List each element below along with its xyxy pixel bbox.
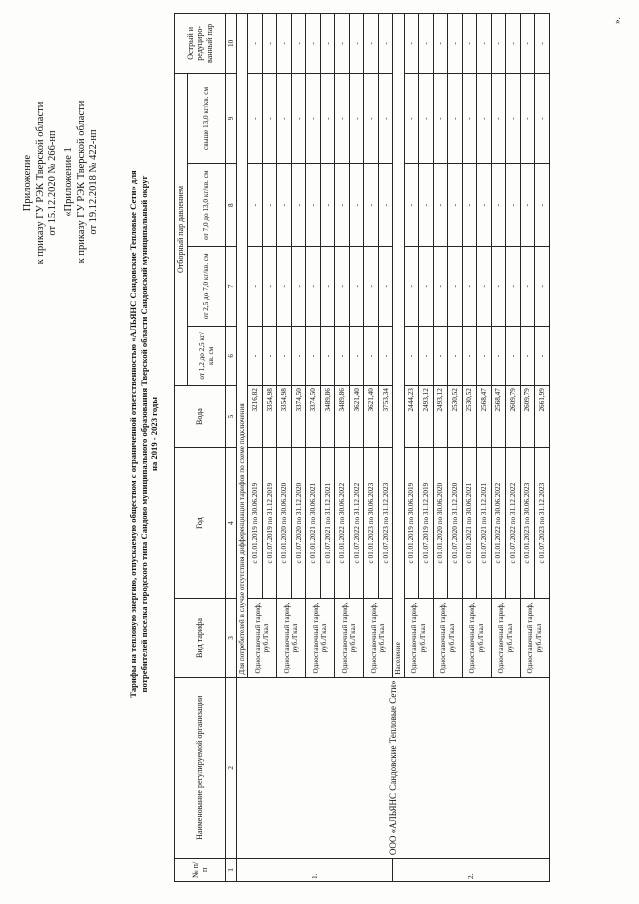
original-line-1: «Приложение 1	[63, 147, 74, 217]
column-number: 7	[226, 247, 237, 327]
empty-value-dash: -	[277, 247, 292, 327]
empty-value-dash: -	[535, 164, 550, 247]
empty-value-dash: -	[335, 14, 350, 74]
water-tariff-value: 2661,99	[535, 386, 550, 448]
empty-value-dash: -	[262, 14, 277, 74]
tariff-period: с 01.01.2019 по 30.06.2019	[248, 448, 263, 599]
empty-value-dash: -	[404, 14, 419, 74]
tariff-period: с 01.01.2022 по 30.06.2022	[335, 448, 350, 599]
tariff-table	[174, 13, 550, 882]
empty-value-dash: -	[477, 164, 492, 247]
water-tariff-value: 2609,79	[520, 386, 535, 448]
empty-value-dash: -	[320, 164, 335, 247]
tariff-kind: Одноставочный тариф, руб./Гкал	[277, 599, 306, 677]
empty-value-dash: -	[520, 326, 535, 386]
empty-value-dash: -	[535, 14, 550, 74]
empty-value-dash: -	[291, 247, 306, 327]
empty-value-dash: -	[378, 73, 393, 164]
empty-value-dash: -	[404, 73, 419, 164]
empty-value-dash: -	[491, 247, 506, 327]
tariff-kind: Одноставочный тариф, руб./Гкал	[491, 599, 520, 677]
empty-value-dash: -	[477, 247, 492, 327]
col-num-header: № п/ п	[175, 858, 226, 881]
empty-value-dash: -	[349, 247, 364, 327]
tariff-period: с 01.01.2019 по 30.06.2019	[404, 448, 419, 599]
empty-value-dash: -	[535, 73, 550, 164]
empty-value-dash: -	[535, 326, 550, 386]
empty-value-dash: -	[433, 164, 448, 247]
empty-value-dash: -	[291, 73, 306, 164]
empty-value-dash: -	[335, 73, 350, 164]
empty-value-dash: -	[506, 247, 521, 327]
empty-value-dash: -	[433, 247, 448, 327]
water-tariff-value: 2530,52	[448, 386, 463, 448]
col-year-header: Год	[175, 448, 226, 599]
tariff-kind: Одноставочный тариф, руб./Гкал	[520, 599, 549, 677]
empty-value-dash: -	[306, 247, 321, 327]
empty-value-dash: -	[433, 73, 448, 164]
appendix-line-3: от 15.12.2020 № 266-нп	[47, 130, 58, 236]
tariff-period: с 01.07.2020 по 31.12.2020	[291, 448, 306, 599]
empty-value-dash: -	[520, 73, 535, 164]
section-row	[237, 14, 248, 882]
appendix-line-1: Приложение	[22, 154, 33, 212]
tariff-period: с 01.07.2020 по 31.12.2020	[448, 448, 463, 599]
empty-value-dash: -	[248, 73, 263, 164]
empty-value-dash: -	[491, 326, 506, 386]
column-number: 8	[226, 164, 237, 247]
water-tariff-value: 2530,52	[462, 386, 477, 448]
column-number: 6	[226, 326, 237, 386]
empty-value-dash: -	[404, 326, 419, 386]
empty-value-dash: -	[433, 326, 448, 386]
empty-value-dash: -	[419, 247, 434, 327]
empty-value-dash: -	[248, 247, 263, 327]
empty-value-dash: -	[306, 326, 321, 386]
tariff-kind: Одноставочный тариф, руб./Гкал	[404, 599, 433, 677]
empty-value-dash: -	[462, 164, 477, 247]
document-title	[128, 34, 160, 834]
empty-value-dash: -	[320, 73, 335, 164]
original-line-3: от 19.12.2018 № 422-нп	[88, 129, 99, 235]
empty-value-dash: -	[477, 326, 492, 386]
water-tariff-value: 3621,40	[364, 386, 379, 448]
empty-value-dash: -	[506, 14, 521, 74]
col-org-header: Наименование регулируемой организации	[175, 677, 226, 858]
empty-value-dash: -	[248, 164, 263, 247]
empty-value-dash: -	[462, 14, 477, 74]
empty-value-dash: -	[404, 164, 419, 247]
empty-value-dash: -	[462, 73, 477, 164]
empty-value-dash: -	[364, 326, 379, 386]
empty-value-dash: -	[419, 73, 434, 164]
empty-value-dash: -	[462, 326, 477, 386]
empty-value-dash: -	[277, 164, 292, 247]
empty-value-dash: -	[320, 326, 335, 386]
section-label: Население	[393, 14, 404, 678]
column-number: 5	[226, 386, 237, 448]
col-steam-3-header: от 7,0 до 13,0 кг/кв. см	[188, 164, 226, 247]
empty-value-dash: -	[262, 73, 277, 164]
col-steam-2-header: от 2,5 до 7,0 кг/кв. см	[188, 247, 226, 327]
tariff-period: с 01.07.2019 по 31.12.2019	[262, 448, 277, 599]
empty-value-dash: -	[419, 326, 434, 386]
water-tariff-value: 3354,98	[262, 386, 277, 448]
empty-value-dash: -	[349, 164, 364, 247]
empty-value-dash: -	[306, 73, 321, 164]
tariff-period: с 01.07.2022 по 31.12.2022	[506, 448, 521, 599]
title-line-2: потребителей поселка городского типа Сандово муниципального образования Тверской области Сандовский муниципальный округ	[138, 175, 149, 693]
tariff-period: с 01.07.2021 по 31.12.2021	[320, 448, 335, 599]
tariff-period: с 01.01.2022 по 30.06.2022	[491, 448, 506, 599]
tariff-kind: Одноставочный тариф, руб./Гкал	[364, 599, 393, 677]
empty-value-dash: -	[277, 326, 292, 386]
empty-value-dash: -	[448, 164, 463, 247]
col-steam-header: Отборный пар давлением	[175, 73, 188, 385]
tariff-period: с 01.07.2021 по 31.12.2021	[477, 448, 492, 599]
empty-value-dash: -	[262, 247, 277, 327]
empty-value-dash: -	[491, 14, 506, 74]
water-tariff-value: 3354,98	[277, 386, 292, 448]
water-tariff-value: 2493,12	[419, 386, 434, 448]
empty-value-dash: -	[335, 164, 350, 247]
tariff-period: с 01.07.2023 по 31.12.2023	[535, 448, 550, 599]
empty-value-dash: -	[520, 164, 535, 247]
tariff-period: с 01.01.2023 по 30.06.2023	[520, 448, 535, 599]
appendix-line-2: к приказу ГУ РЭК Тверской области	[34, 101, 46, 265]
empty-value-dash: -	[506, 73, 521, 164]
empty-value-dash: -	[506, 326, 521, 386]
water-tariff-value: 2568,47	[477, 386, 492, 448]
empty-value-dash: -	[248, 14, 263, 74]
tariff-kind: Одноставочный тариф, руб./Гкал	[433, 599, 462, 677]
tariff-kind: Одноставочный тариф, руб./Гкал	[462, 599, 491, 677]
empty-value-dash: -	[262, 326, 277, 386]
empty-value-dash: -	[462, 247, 477, 327]
water-tariff-value: 3374,50	[306, 386, 321, 448]
column-number: 1	[226, 858, 237, 881]
empty-value-dash: -	[364, 247, 379, 327]
section-number: 2.	[393, 858, 549, 881]
col-sharp-steam-header: Острый и редуциро-ванный пар	[175, 14, 226, 74]
empty-value-dash: -	[248, 326, 263, 386]
empty-value-dash: -	[364, 14, 379, 74]
col-steam-1-header: от 1,2 до 2,5 кг/кв. см	[188, 326, 226, 386]
empty-value-dash: -	[520, 247, 535, 327]
water-tariff-value: 3621,40	[349, 386, 364, 448]
water-tariff-value: 2493,12	[433, 386, 448, 448]
empty-value-dash: -	[277, 14, 292, 74]
original-appendix-header	[63, 22, 101, 342]
empty-value-dash: -	[320, 247, 335, 327]
section-label: Для потребителей в случае отсутствия дифференциации тарифов по схеме подключения	[237, 14, 248, 678]
empty-value-dash: -	[378, 247, 393, 327]
water-tariff-value: 2568,47	[491, 386, 506, 448]
column-number: 10	[226, 14, 237, 74]
title-line-1: Тарифы на тепловую энергию, отпускаемую обществом с ограниченной ответственностью «АЛЬЯНС Сандовские Тепловые Сети» для	[128, 170, 138, 698]
empty-value-dash: -	[262, 164, 277, 247]
col-kind-header: Вид тарифа	[175, 599, 226, 677]
empty-value-dash: -	[335, 326, 350, 386]
column-number: 3	[226, 599, 237, 677]
empty-value-dash: -	[364, 164, 379, 247]
empty-value-dash: -	[306, 14, 321, 74]
empty-value-dash: -	[291, 326, 306, 386]
tariff-period: с 01.01.2023 по 30.06.2023	[364, 448, 379, 599]
tariff-period: с 01.07.2022 по 31.12.2022	[349, 448, 364, 599]
empty-value-dash: -	[349, 73, 364, 164]
col-steam-4-header: свыше 13,0 кг/кв. см	[188, 73, 226, 164]
water-tariff-value: 3753,34	[378, 386, 393, 448]
empty-value-dash: -	[433, 14, 448, 74]
empty-value-dash: -	[477, 14, 492, 74]
empty-value-dash: -	[419, 14, 434, 74]
empty-value-dash: -	[491, 164, 506, 247]
empty-value-dash: -	[448, 14, 463, 74]
empty-value-dash: -	[320, 14, 335, 74]
tariff-period: с 01.01.2021 по 30.06.2021	[306, 448, 321, 599]
column-number: 2	[226, 677, 237, 858]
empty-value-dash: -	[291, 164, 306, 247]
empty-value-dash: -	[335, 247, 350, 327]
empty-value-dash: -	[277, 73, 292, 164]
empty-value-dash: -	[520, 14, 535, 74]
tariff-period: с 01.07.2023 по 31.12.2023	[378, 448, 393, 599]
column-number: 4	[226, 448, 237, 599]
empty-value-dash: -	[491, 73, 506, 164]
empty-value-dash: -	[419, 164, 434, 247]
title-line-3: на 2019 - 2023 годы	[149, 397, 160, 471]
empty-value-dash: -	[349, 326, 364, 386]
water-tariff-value: 3489,86	[320, 386, 335, 448]
water-tariff-value: 3489,86	[335, 386, 350, 448]
empty-value-dash: -	[506, 164, 521, 247]
empty-value-dash: -	[477, 73, 492, 164]
empty-value-dash: -	[535, 247, 550, 327]
empty-value-dash: -	[378, 14, 393, 74]
empty-value-dash: -	[364, 73, 379, 164]
tariff-period: с 01.01.2021 по 30.06.2021	[462, 448, 477, 599]
tariff-period: с 01.07.2019 по 31.12.2019	[419, 448, 434, 599]
tariff-kind: Одноставочный тариф, руб./Гкал	[248, 599, 277, 677]
empty-value-dash: -	[349, 14, 364, 74]
tariff-period: с 01.01.2020 по 30.06.2020	[433, 448, 448, 599]
original-line-2: к приказу ГУ РЭК Тверской области	[75, 100, 87, 264]
water-tariff-value: 3216,82	[248, 386, 263, 448]
empty-value-dash: -	[448, 73, 463, 164]
organization-name: ООО «АЛЬЯНС Сандовские Тепловые Сети»	[237, 677, 549, 858]
empty-value-dash: -	[448, 247, 463, 327]
tariff-period: с 01.01.2020 по 30.06.2020	[277, 448, 292, 599]
tariff-kind: Одноставочный тариф, руб./Гкал	[306, 599, 335, 677]
empty-value-dash: -	[448, 326, 463, 386]
column-number: 9	[226, 73, 237, 164]
col-water-header: Вода	[175, 386, 226, 448]
empty-value-dash: -	[378, 326, 393, 386]
empty-value-dash: -	[378, 164, 393, 247]
water-tariff-value: 3374,50	[291, 386, 306, 448]
section-number: 1.	[237, 858, 393, 881]
empty-value-dash: -	[291, 14, 306, 74]
empty-value-dash: -	[306, 164, 321, 247]
column-number-row	[226, 14, 237, 882]
appendix-header	[22, 28, 60, 338]
closing-mark: ».	[612, 17, 622, 24]
water-tariff-value: 2609,79	[506, 386, 521, 448]
empty-value-dash: -	[404, 247, 419, 327]
tariff-kind: Одноставочный тариф, руб./Гкал	[335, 599, 364, 677]
water-tariff-value: 2444,23	[404, 386, 419, 448]
